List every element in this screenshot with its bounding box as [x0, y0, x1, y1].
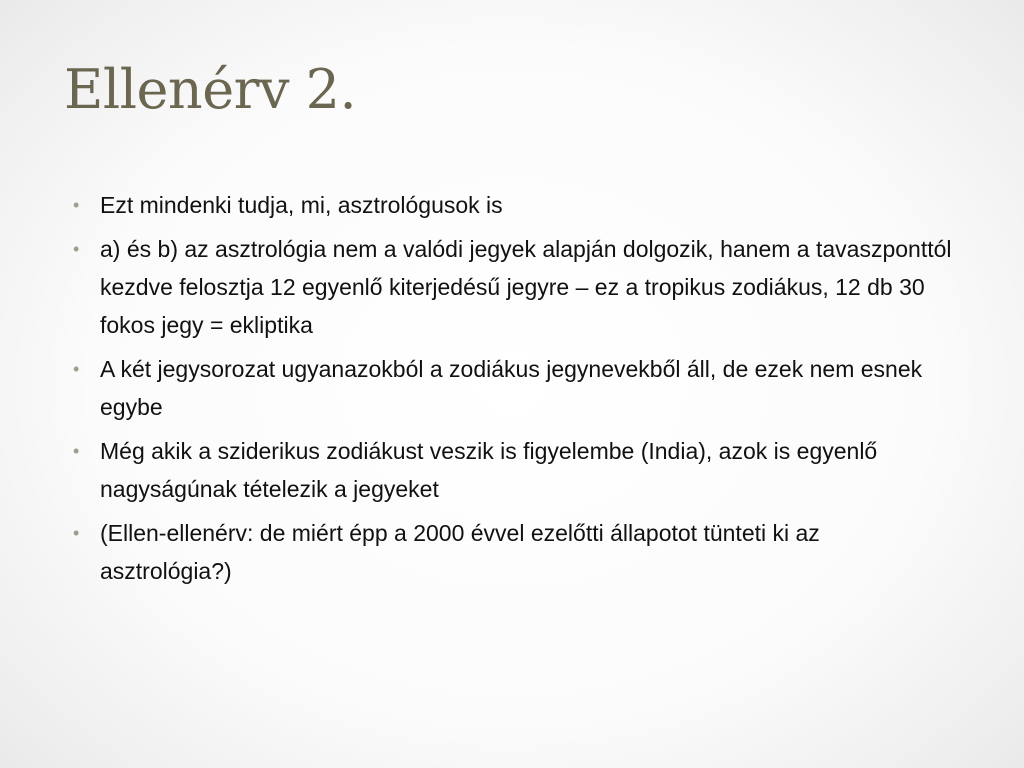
bullet-text: Még akik a sziderikus zodiákust veszik is figyelembe (India), azok is egyenlő nagyságúnak tételezik a jegyeket: [100, 438, 878, 502]
bullet-dot-icon: •: [73, 441, 80, 461]
bullet-dot-icon: •: [73, 523, 80, 543]
bullet-list: [72, 186, 952, 596]
bullet-dot-icon: •: [73, 239, 80, 259]
bullet-dot-icon: •: [73, 359, 80, 379]
bullet-text: A két jegysorozat ugyanazokból a zodiákus jegynevekből áll, de ezek nem esnek egybe: [100, 356, 923, 420]
bullet-item-3: [72, 350, 952, 426]
bullet-item-5: [72, 514, 952, 590]
bullet-dot-icon: •: [73, 195, 80, 215]
bullet-item-1: [72, 186, 952, 224]
bullet-item-2: [72, 230, 952, 344]
bullet-text: (Ellen-ellenérv: de miért épp a 2000 évvel ezelőtti állapotot tünteti ki az asztrológia?): [100, 520, 820, 584]
bullet-text: a) és b) az asztrológia nem a valódi jegyek alapján dolgozik, hanem a tavaszponttól kezdve felosztja 12 egyenlő kiterjedésű jegyre – ez a tropikus zodiákus, 12 db 30 fokos jegy = ekliptika: [100, 236, 952, 338]
slide-title: Ellenérv 2.: [64, 58, 357, 121]
bullet-text: Ezt mindenki tudja, mi, asztrológusok is: [100, 192, 503, 218]
bullet-item-4: [72, 432, 952, 508]
